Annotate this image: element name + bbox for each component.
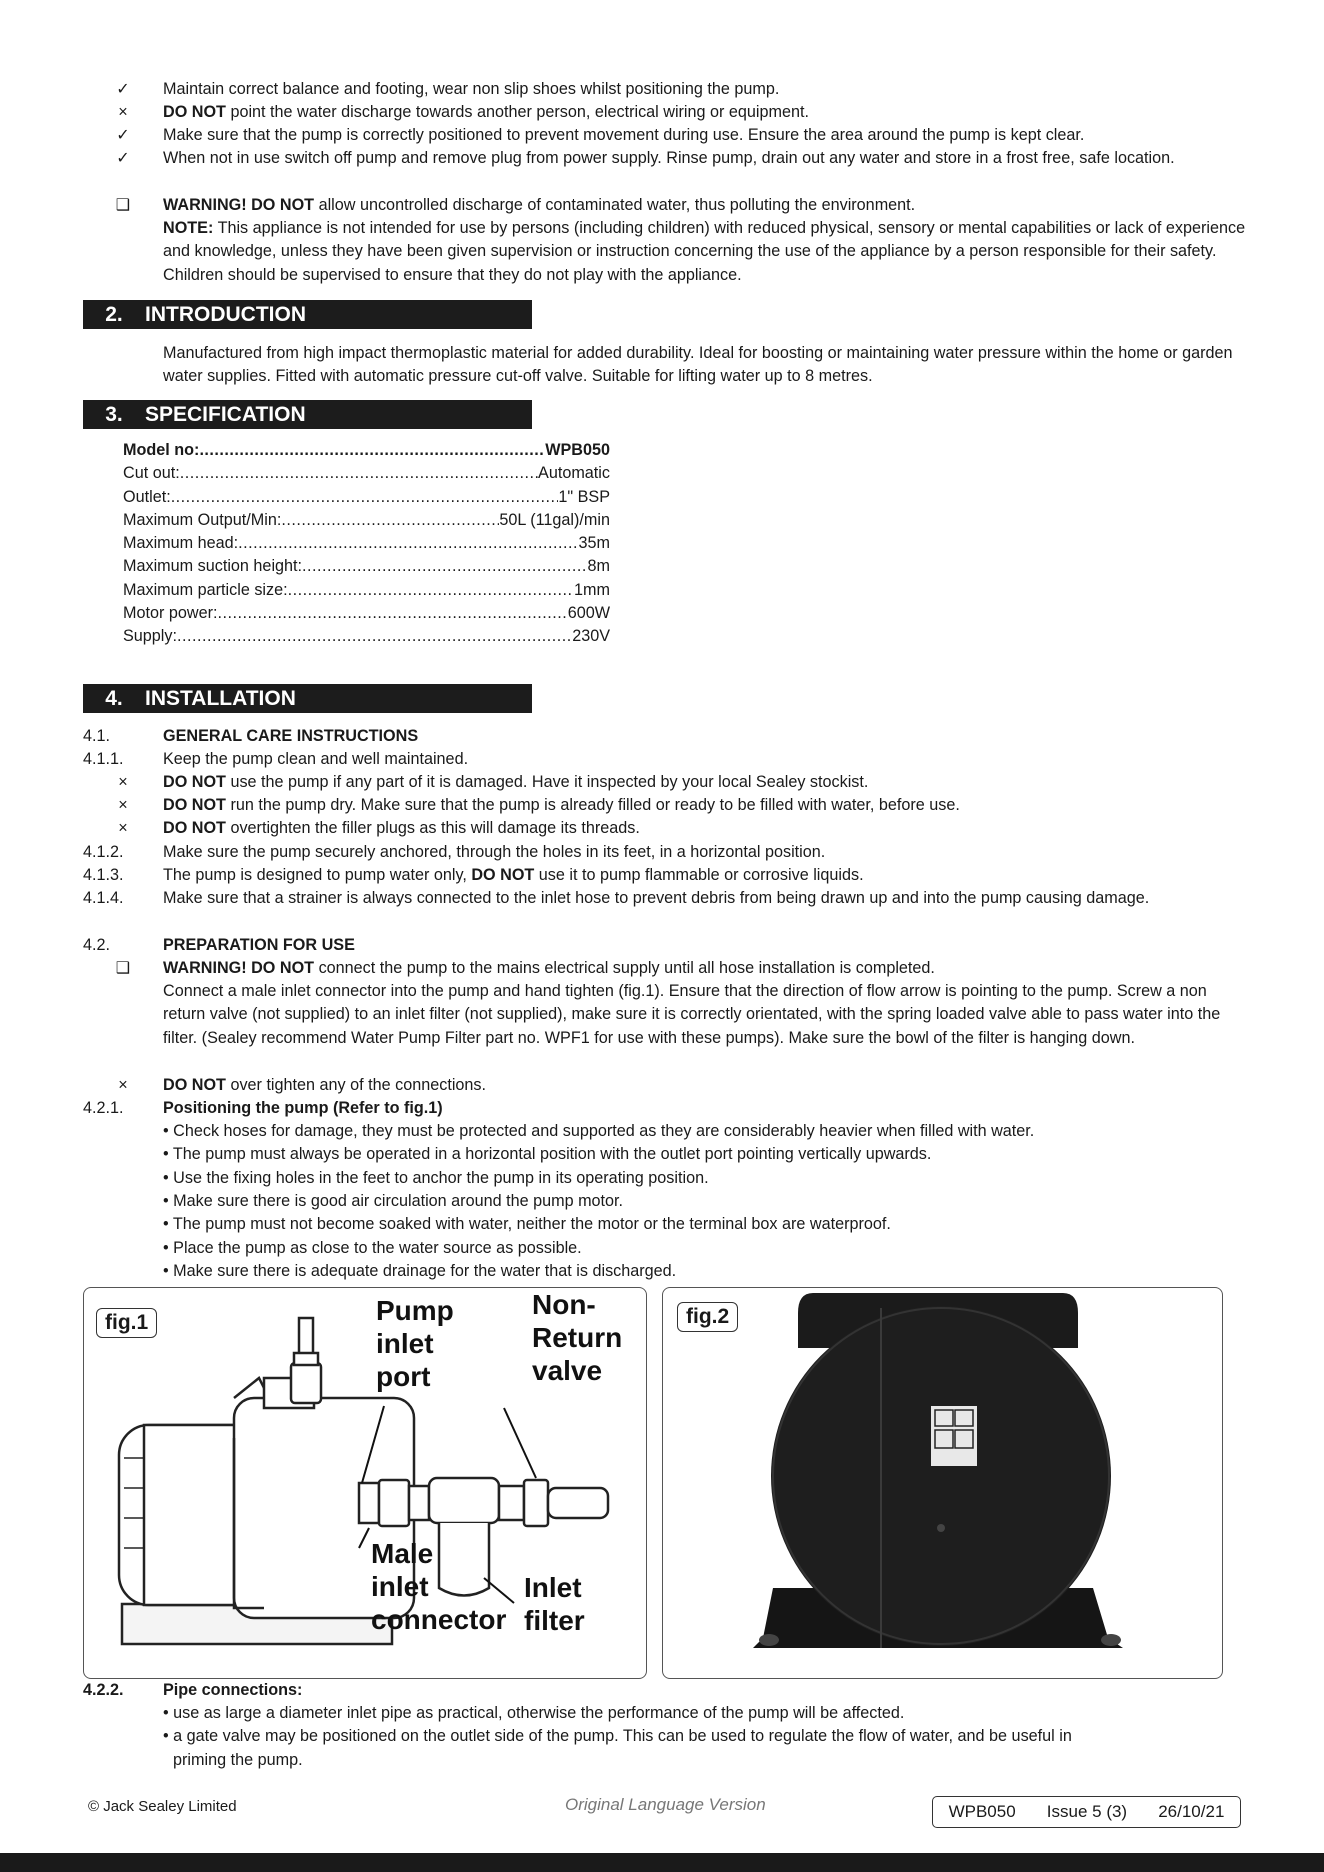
item-marker: 4.1.2. xyxy=(83,843,124,861)
language-version: Original Language Version xyxy=(565,1795,766,1814)
spec-value: 50L (11gal)/min xyxy=(499,510,610,529)
list-item xyxy=(83,1097,1253,1120)
spec-label: Maximum suction height: xyxy=(123,557,303,576)
item-text xyxy=(163,1074,1253,1097)
figure-2-label: fig.2 xyxy=(677,1302,738,1332)
text: use it to pump flammable or corrosive liquids. xyxy=(534,866,864,884)
bullet-item: priming the pump. xyxy=(173,1750,303,1769)
text: Make sure that the pump is correctly positioned to prevent movement during use. Ensure the area around the pump is kept clear. xyxy=(163,126,1085,144)
bold-text: PREPARATION FOR USE xyxy=(163,936,355,954)
spec-label: Maximum head: xyxy=(123,534,239,553)
spec-value: 1mm xyxy=(574,580,610,599)
list-item xyxy=(83,887,1253,910)
bottom-bar xyxy=(0,1853,1324,1872)
dot-leader xyxy=(281,509,499,532)
list-item xyxy=(83,794,1253,817)
item-text xyxy=(163,771,1253,794)
item-marker: × xyxy=(118,1076,128,1094)
copyright: © Jack Sealey Limited xyxy=(88,1798,237,1815)
item-text xyxy=(163,841,1253,864)
text: overtighten the filler plugs as this will damage its threads. xyxy=(225,819,640,837)
bold-text: WARNING! DO NOT xyxy=(163,196,315,214)
figure-1-label: fig.1 xyxy=(96,1308,157,1338)
list-item xyxy=(83,124,1253,147)
section-header-specification: 3. SPECIFICATION xyxy=(83,400,532,429)
item-marker: × xyxy=(118,819,128,837)
bullet-item: • Check hoses for damage, they must be protected and supported as they are considerably heavier when filled with water. xyxy=(163,1122,1035,1140)
text: Connect a male inlet connector into the pump and hand tighten (fig.1). Ensure that the direction of flow arrow is pointing to the pump. Screw a non return valve (not supplied) to an inlet filter (not supplied), make sure it is correctly orientated, with the spring loaded valve able to pass water into the filter. (Sealey recommend Water Pump Filter part no. WPF1 for use with these pumps). Make sure the bowl of the filter is hanging down. xyxy=(163,982,1221,1047)
item-marker: ❑ xyxy=(115,959,131,977)
bullet-item: • The pump must not become soaked with water, neither the motor or the terminal box are waterproof. xyxy=(163,1215,891,1234)
dot-leader xyxy=(238,532,578,555)
item-marker: ✓ xyxy=(116,126,130,144)
spec-value: 230V xyxy=(572,627,610,646)
spec-label: Outlet: xyxy=(123,487,171,506)
figure-2 xyxy=(662,1287,1223,1679)
list-item xyxy=(83,817,1253,840)
item-text xyxy=(163,217,1253,287)
list-item xyxy=(83,1074,1253,1097)
spec-label: Model no: xyxy=(123,441,200,459)
spec-value: 1" BSP xyxy=(558,487,610,506)
item-marker: ✓ xyxy=(116,80,130,98)
spec-row xyxy=(123,555,610,578)
spec-value: 35m xyxy=(578,534,610,553)
spec-row xyxy=(123,509,610,532)
list-item xyxy=(83,725,1253,748)
item-marker: 4.1.4. xyxy=(83,889,124,907)
dot-leader xyxy=(217,602,567,625)
spec-label: Cut out: xyxy=(123,464,180,483)
section-header-introduction: 2. INTRODUCTION xyxy=(83,300,532,329)
text: over tighten any of the connections. xyxy=(225,1076,487,1094)
callout-male-inlet-connector: Male inlet connector xyxy=(371,1538,507,1635)
dot-leader xyxy=(199,439,545,462)
text: Make sure the pump securely anchored, through the holes in its feet, in a horizontal position. xyxy=(163,843,826,861)
callout-pump-inlet-port: Pump inlet port xyxy=(376,1295,454,1392)
item-text xyxy=(163,147,1253,170)
spec-row xyxy=(123,439,610,462)
item-text xyxy=(163,887,1253,910)
dot-leader xyxy=(302,555,587,578)
text: connect the pump to the mains electrical supply until all hose installation is completed. xyxy=(314,959,935,977)
introduction-text: Manufactured from high impact thermoplastic material for added durability. Ideal for boosting or maintaining water pressure within the home or garden water supplies. Fitted with automatic pressure cut-off valve. Suitable for lifting water up to 8 metres. xyxy=(163,344,1233,386)
item-marker: 4.1.1. xyxy=(83,750,124,768)
item-marker: ✓ xyxy=(116,149,130,167)
list-item xyxy=(83,147,1253,170)
bullet-item: • Place the pump as close to the water source as possible. xyxy=(163,1238,582,1257)
bold-text: Pipe connections: xyxy=(163,1681,303,1699)
item-marker: 4.2.1. xyxy=(83,1099,124,1117)
spec-label: Maximum particle size: xyxy=(123,580,288,599)
bullet-item: • Make sure there is adequate drainage for the water that is discharged. xyxy=(163,1261,677,1280)
item-marker: 4.1.3. xyxy=(83,866,124,884)
list-item xyxy=(83,980,1253,1050)
figure-1 xyxy=(83,1287,647,1679)
text: When not in use switch off pump and remove plug from power supply. Rinse pump, drain out any water and store in a frost free, safe location. xyxy=(163,149,1175,167)
text: point the water discharge towards another person, electrical wiring or equipment. xyxy=(225,103,810,121)
spec-row xyxy=(123,462,610,485)
item-text xyxy=(163,957,1253,980)
dot-leader xyxy=(177,625,572,648)
item-marker: 4.2.2. xyxy=(83,1681,124,1699)
bold-text: DO NOT xyxy=(163,819,226,837)
specification-table xyxy=(123,439,610,649)
list-item xyxy=(83,957,1253,980)
bold-text: DO NOT xyxy=(471,866,535,884)
item-text xyxy=(163,980,1253,1050)
bold-text: GENERAL CARE INSTRUCTIONS xyxy=(163,727,419,745)
text: This appliance is not intended for use by persons (including children) with reduced physical, sensory or mental capabilities or lack of experience and knowledge, unless they have been given supervision or instruction concerning the use of the appliance by a person responsible for their safety. Children should be supervised to ensure that they do not play with the appliance. xyxy=(163,219,1246,284)
item-marker: 4.2. xyxy=(83,936,111,954)
item-text xyxy=(163,124,1253,147)
item-text xyxy=(163,194,1253,217)
bold-text: Positioning the pump (Refer to fig.1) xyxy=(163,1099,443,1117)
spec-value: WPB050 xyxy=(545,441,610,459)
text: use the pump if any part of it is damaged. Have it inspected by your local Sealey stockist. xyxy=(225,773,869,791)
item-marker xyxy=(83,217,163,287)
spec-row xyxy=(123,486,610,509)
item-marker: 4.1. xyxy=(83,727,111,745)
spec-label: Motor power: xyxy=(123,604,218,623)
pipe-heading xyxy=(83,1679,1253,1702)
item-text xyxy=(163,794,1253,817)
bullet-item: • use as large a diameter inlet pipe as practical, otherwise the performance of the pump will be affected. xyxy=(163,1704,905,1722)
item-text xyxy=(163,78,1253,101)
item-text xyxy=(163,101,1253,124)
list-item xyxy=(83,934,1253,957)
item-marker: × xyxy=(118,103,128,121)
text: run the pump dry. Make sure that the pump is already filled or ready to be filled with water, before use. xyxy=(225,796,960,814)
list-item xyxy=(83,748,1253,771)
item-text xyxy=(163,748,1253,771)
bullet-item: • Use the fixing holes in the feet to anchor the pump in its operating position. xyxy=(163,1168,709,1187)
spec-row xyxy=(123,625,610,648)
text: Keep the pump clean and well maintained. xyxy=(163,750,469,768)
spec-value: 600W xyxy=(567,604,610,623)
dot-leader xyxy=(180,462,538,485)
issue-date: 26/10/21 xyxy=(1158,1802,1225,1821)
text: The pump is designed to pump water only, xyxy=(163,866,472,884)
spec-row xyxy=(123,602,610,625)
spec-label: Maximum Output/Min: xyxy=(123,510,282,529)
bold-text: DO NOT xyxy=(163,103,226,121)
callout-inlet-filter: Inlet filter xyxy=(524,1572,585,1636)
list-item xyxy=(83,864,1253,887)
pump-tank-photo xyxy=(663,1288,1222,1678)
item-marker xyxy=(83,980,163,1050)
dot-leader xyxy=(288,579,574,602)
text: Maintain correct balance and footing, wear non slip shoes whilst positioning the pump. xyxy=(163,80,780,98)
list-item xyxy=(83,78,1253,101)
bold-text: DO NOT xyxy=(163,1076,226,1094)
spec-row xyxy=(123,532,610,555)
bold-text: DO NOT xyxy=(163,773,226,791)
bullet-item: • a gate valve may be positioned on the outlet side of the pump. This can be used to regulate the flow of water, and be useful in xyxy=(163,1727,1072,1746)
dot-leader xyxy=(171,486,559,509)
list-item xyxy=(83,101,1253,124)
list-item xyxy=(83,217,1253,287)
item-marker: ❑ xyxy=(115,196,131,214)
bold-text: WARNING! DO NOT xyxy=(163,959,315,977)
callout-non-return-valve: Non- Return valve xyxy=(532,1289,623,1386)
item-marker: × xyxy=(118,796,128,814)
issue-box xyxy=(932,1796,1241,1828)
item-text xyxy=(163,817,1253,840)
list-item xyxy=(83,771,1253,794)
bold-text: NOTE: xyxy=(163,219,214,237)
list-item xyxy=(83,841,1253,864)
spec-label: Supply: xyxy=(123,627,177,646)
list-item xyxy=(83,194,1253,217)
spec-value: 8m xyxy=(587,557,610,576)
bullet-item: • Make sure there is good air circulation around the pump motor. xyxy=(163,1191,624,1210)
model-number: WPB050 xyxy=(948,1802,1016,1821)
item-text xyxy=(163,725,1253,748)
bold-text: DO NOT xyxy=(163,796,226,814)
issue-number: Issue 5 (3) xyxy=(1046,1802,1128,1821)
item-marker: × xyxy=(118,773,128,791)
bullet-item: • The pump must always be operated in a horizontal position with the outlet port pointing vertically upwards. xyxy=(163,1145,932,1164)
spec-row xyxy=(123,579,610,602)
spec-value: Automatic xyxy=(538,464,610,483)
text: Make sure that a strainer is always connected to the inlet hose to prevent debris from being drawn up and into the pump causing damage. xyxy=(163,889,1150,907)
text: allow uncontrolled discharge of contaminated water, thus polluting the environment. xyxy=(314,196,916,214)
section-header-installation: 4. INSTALLATION xyxy=(83,684,532,713)
item-text xyxy=(163,1097,1253,1120)
item-text xyxy=(163,934,1253,957)
item-text xyxy=(163,864,1253,887)
